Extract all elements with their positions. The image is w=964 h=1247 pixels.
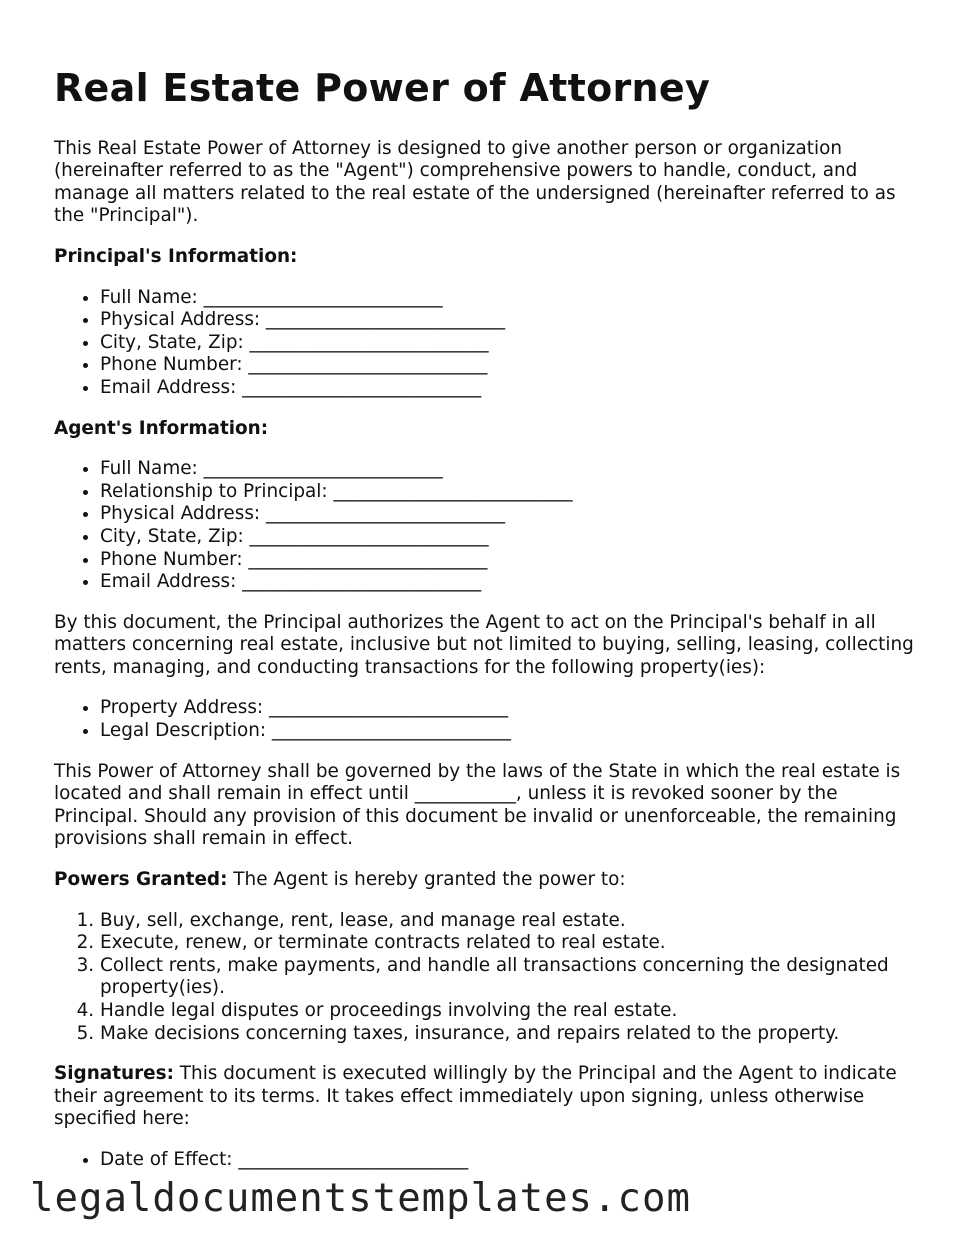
property-fields <box>54 697 924 742</box>
power-item: 5. Make decisions concerning taxes, insurance, and repairs related to the property. <box>100 1023 924 1046</box>
signatures-text: This document is executed willingly by the Principal and the Agent to indicate their agreement to its terms. It takes effect immediately upon signing, unless otherwise specified here: <box>54 1063 897 1130</box>
agent-fields <box>54 458 924 594</box>
principal-heading: Principal's Information: <box>54 245 298 267</box>
power-item: 2. Execute, renew, or terminate contracts related to real estate. <box>100 932 924 955</box>
signatures-paragraph <box>54 1063 924 1131</box>
powers-list <box>54 910 924 1046</box>
governing-paragraph: This Power of Attorney shall be governed by the laws of the State in which the real estate is located and shall remain in effect until ___________, unless it is revoked sooner by the Principal. Should any provision of this document be invalid or unenforceable, the remaining provisions shall remain in effect. <box>54 760 901 850</box>
power-item: 3. Collect rents, make payments, and handle all transactions concerning the designated property(ies). <box>100 955 924 1000</box>
powers-paragraph <box>54 869 924 892</box>
legal-description-field: • Legal Description: __________________________ <box>100 720 924 743</box>
agent-heading: Agent's Information: <box>54 417 269 439</box>
watermark-footer: legaldocumentstemplates.com <box>30 1176 691 1221</box>
signatures-label: Signatures: <box>54 1063 174 1085</box>
date-of-effect-field: • Date of Effect: _________________________ <box>100 1149 924 1172</box>
agent-email-field: • Email Address: __________________________ <box>100 571 924 594</box>
document <box>54 66 924 1190</box>
powers-text: The Agent is hereby granted the power to: <box>227 869 626 891</box>
signature-fields <box>54 1149 924 1172</box>
principal-fields <box>54 287 924 400</box>
principal-full-name-field: • Full Name: __________________________ <box>100 287 924 310</box>
intro-paragraph: This Real Estate Power of Attorney is designed to give another person or organization (hereinafter referred to as the "Agent") comprehensive powers to handle, conduct, and manage all matters related to the real estate of the undersigned (hereinafter referred to as the "Principal"). <box>54 137 896 227</box>
principal-city-field: • City, State, Zip: __________________________ <box>100 332 924 355</box>
principal-address-field: • Physical Address: __________________________ <box>100 309 924 332</box>
agent-relationship-field: • Relationship to Principal: __________________________ <box>100 481 924 504</box>
agent-phone-field: • Phone Number: __________________________ <box>100 549 924 572</box>
power-item: 4. Handle legal disputes or proceedings involving the real estate. <box>100 1000 924 1023</box>
powers-label: Powers Granted: <box>54 869 228 891</box>
principal-email-field: • Email Address: __________________________ <box>100 377 924 400</box>
page-title: Real Estate Power of Attorney <box>54 66 711 110</box>
agent-city-field: • City, State, Zip: __________________________ <box>100 526 924 549</box>
agent-address-field: • Physical Address: __________________________ <box>100 503 924 526</box>
principal-phone-field: • Phone Number: __________________________ <box>100 354 924 377</box>
authorization-paragraph: By this document, the Principal authorizes the Agent to act on the Principal's behalf in all matters concerning real estate, inclusive but not limited to buying, selling, leasing, collecting rents, managing, and conducting transactions for the following property(ies): <box>54 611 914 678</box>
power-item: 1. Buy, sell, exchange, rent, lease, and manage real estate. <box>100 910 924 933</box>
property-address-field: • Property Address: __________________________ <box>100 697 924 720</box>
agent-full-name-field: • Full Name: __________________________ <box>100 458 924 481</box>
